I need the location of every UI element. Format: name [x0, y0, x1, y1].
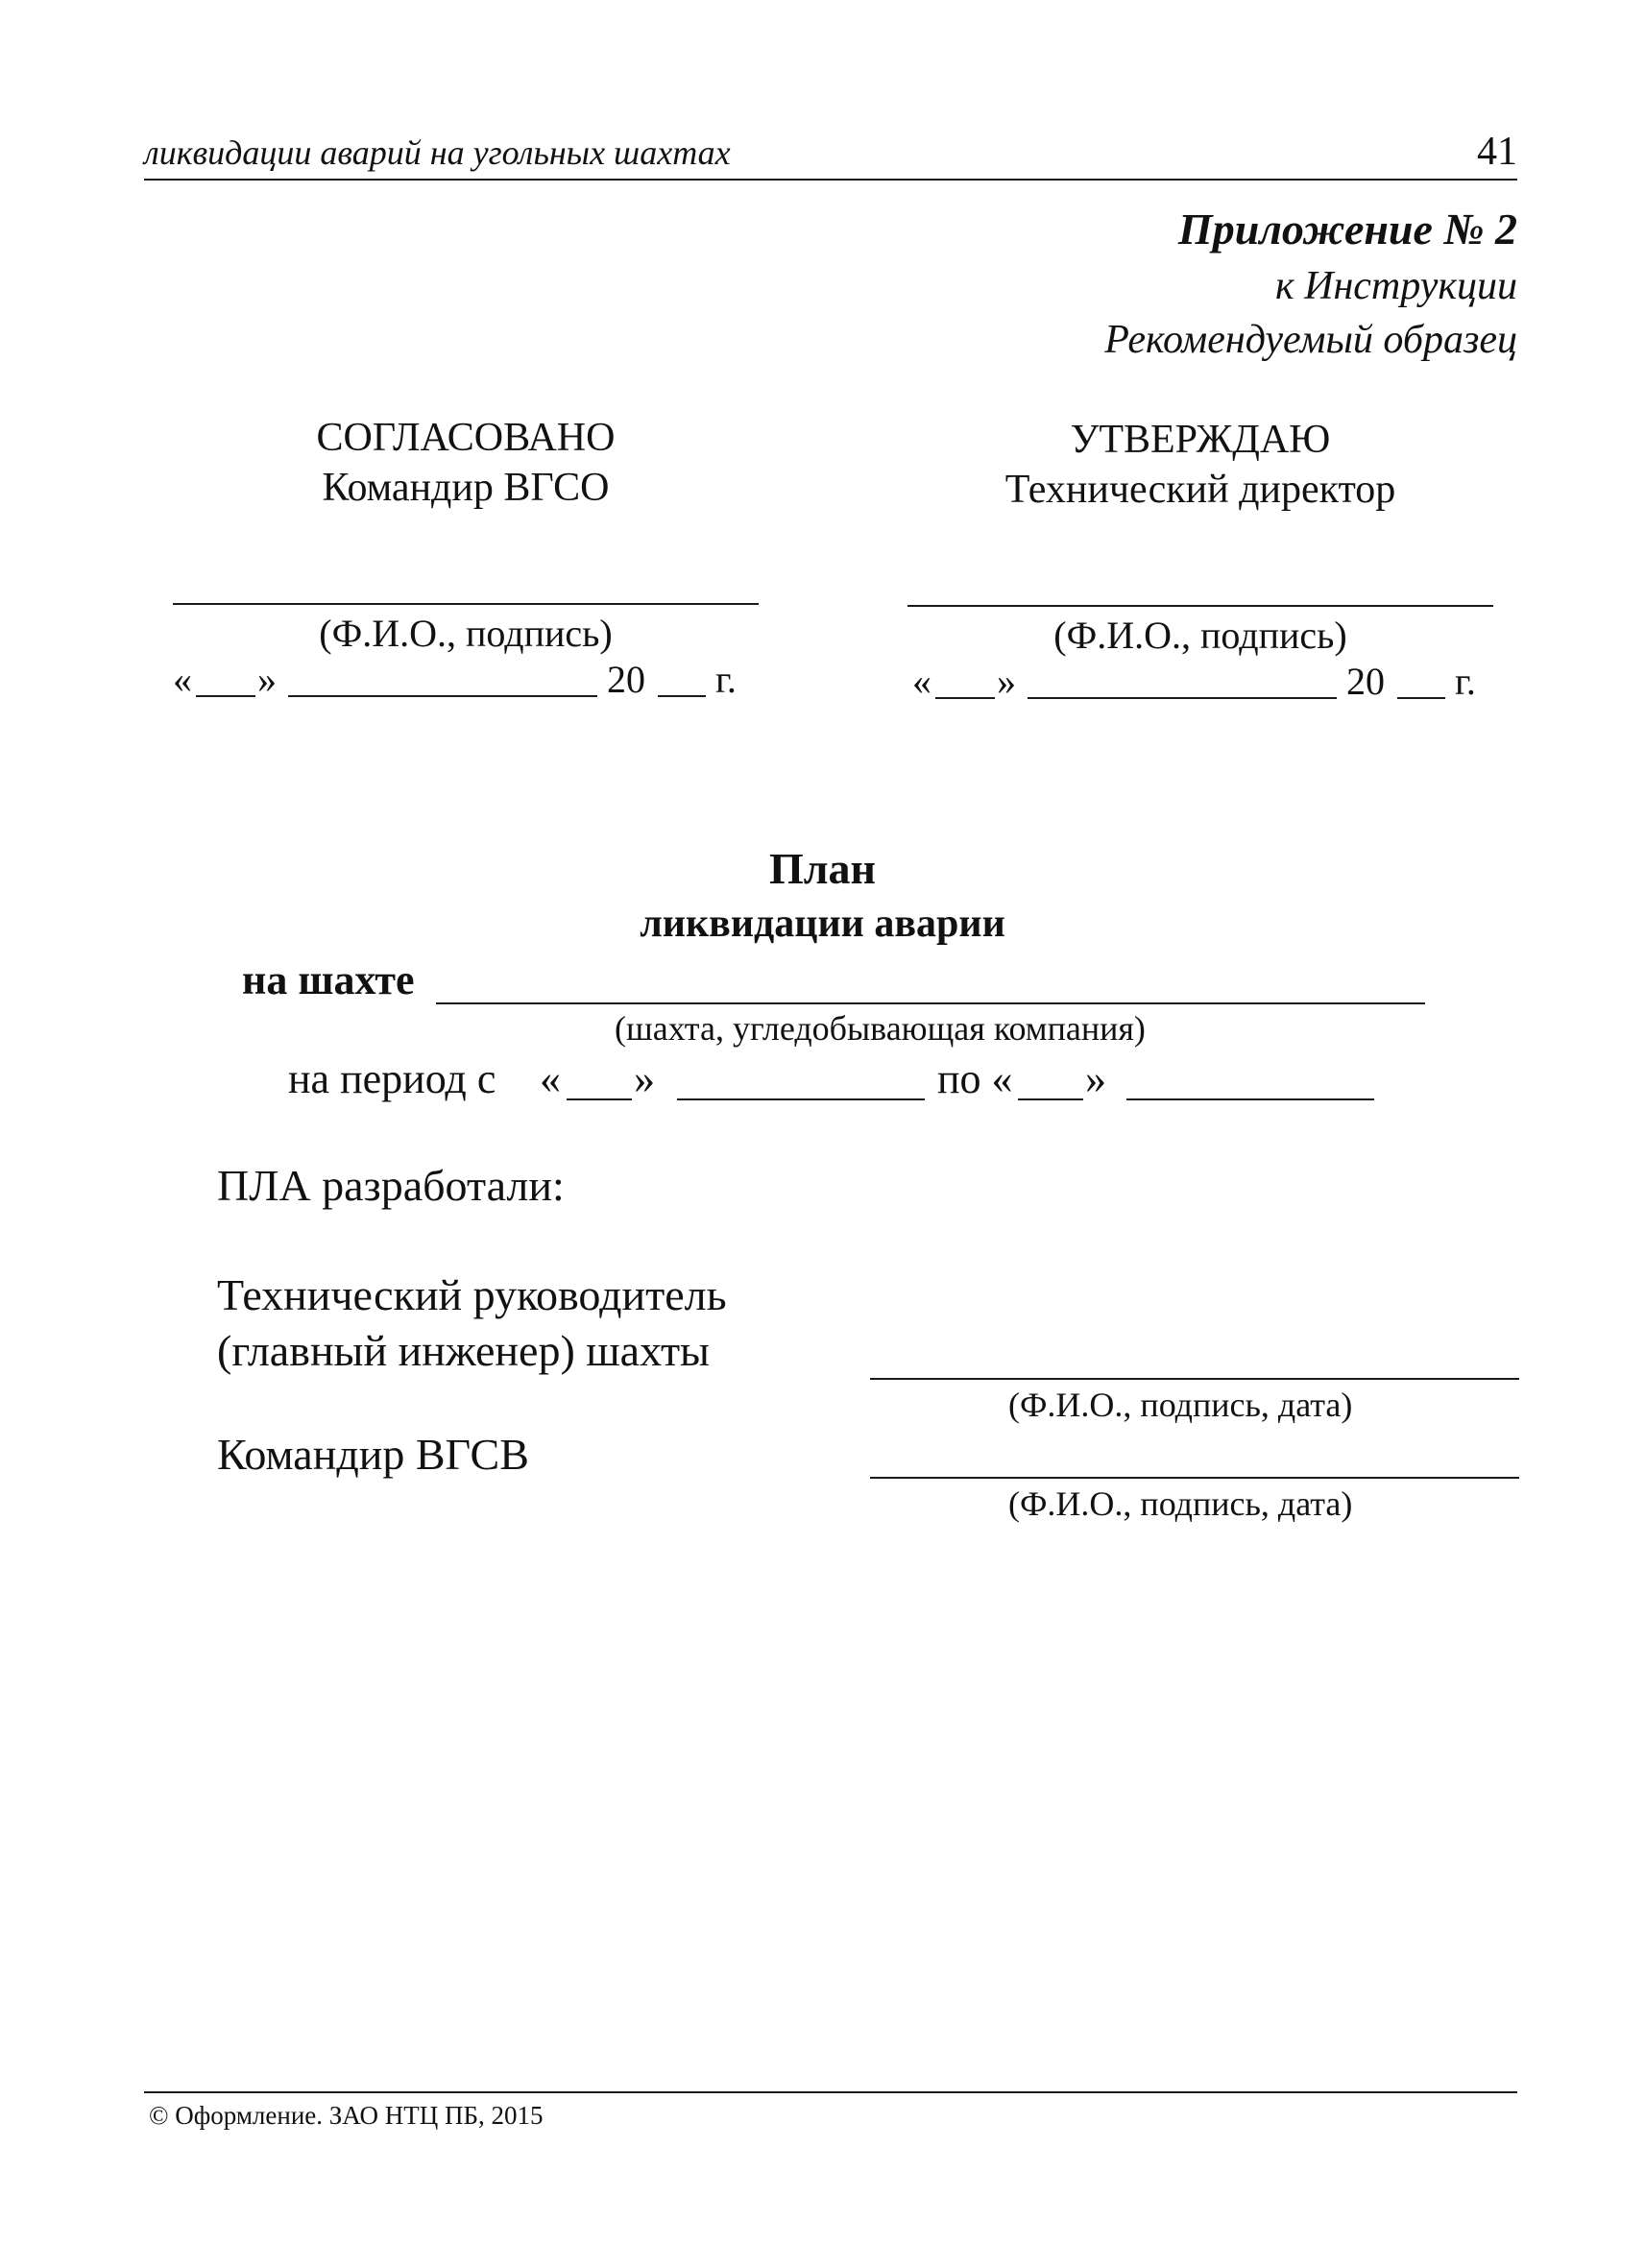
role2-caption: (Ф.И.О., подпись, дата): [1008, 1484, 1353, 1523]
period-to-close-quote: »: [1085, 1055, 1106, 1102]
period-start-month-blank: [677, 1098, 925, 1100]
period-to: по «: [937, 1055, 1013, 1102]
year-suffix: г.: [715, 658, 737, 701]
approval-left-heading: СОГЛАСОВАНО: [316, 416, 616, 460]
period-line: [288, 1054, 1383, 1108]
role1-line1: Технический руководитель: [217, 1270, 727, 1319]
approval-left-signature-line: [173, 603, 759, 605]
approval-right-date: [912, 659, 1508, 707]
year-prefix: 20: [1346, 660, 1385, 703]
approval-right-signature-line: [907, 605, 1493, 607]
period-open-quote: «: [540, 1055, 561, 1102]
date-close-quote: »: [997, 660, 1016, 703]
year-blank: [658, 695, 706, 697]
approval-right-heading: УТВЕРЖДАЮ: [1070, 418, 1331, 462]
appendix-title: Приложение № 2: [1177, 205, 1517, 253]
approval-left-date: [173, 657, 768, 705]
approval-right-signature-caption: (Ф.И.О., подпись): [1053, 614, 1347, 657]
developers-heading: ПЛА разработали:: [217, 1161, 565, 1210]
date-open-quote: «: [912, 660, 931, 703]
date-close-quote: »: [257, 658, 277, 701]
appendix-sample: Рекомендуемый образец: [1104, 318, 1517, 362]
year-blank: [1397, 697, 1445, 699]
period-close-quote: »: [634, 1055, 655, 1102]
period-end-month-blank: [1126, 1098, 1374, 1100]
day-blank: [196, 695, 255, 697]
role2-label: Командир ВГСВ: [217, 1430, 529, 1479]
running-title: ликвидации аварий на угольных шахтах: [144, 133, 731, 172]
approval-left-signature-caption: (Ф.И.О., подпись): [319, 612, 613, 655]
plan-title-line1: План: [768, 844, 877, 893]
month-blank: [1028, 697, 1337, 699]
header-rule: [144, 179, 1517, 181]
period-end-day-blank: [1018, 1098, 1083, 1100]
date-open-quote: «: [173, 658, 192, 701]
plan-title-line2: ликвидации аварии: [640, 902, 1005, 946]
day-blank: [935, 697, 995, 699]
mine-blank: [436, 1002, 1425, 1004]
role2-signature-line: [870, 1477, 1519, 1479]
mine-caption: (шахта, угледобывающая компания): [615, 1009, 1146, 1048]
mine-label: на шахте: [242, 956, 415, 1003]
approval-right-position: Технический директор: [1004, 468, 1396, 512]
role1-line2: (главный инженер) шахты: [217, 1326, 710, 1375]
period-start-day-blank: [567, 1098, 632, 1100]
role1-signature-line: [870, 1378, 1519, 1380]
role1-caption: (Ф.И.О., подпись, дата): [1008, 1386, 1353, 1424]
month-blank: [288, 695, 597, 697]
approval-right: [907, 415, 1493, 515]
approval-left: [173, 413, 759, 513]
footer-rule: [144, 2091, 1517, 2093]
period-label: на период с: [288, 1055, 496, 1102]
page-number: 41: [1477, 130, 1517, 174]
year-prefix: 20: [607, 658, 645, 701]
appendix-ref: к Инструкции: [1274, 264, 1517, 308]
year-suffix: г.: [1455, 660, 1476, 703]
footer-copyright: © Оформление. ЗАО НТЦ ПБ, 2015: [149, 2101, 544, 2130]
approval-left-position: Командир ВГСО: [322, 466, 610, 510]
